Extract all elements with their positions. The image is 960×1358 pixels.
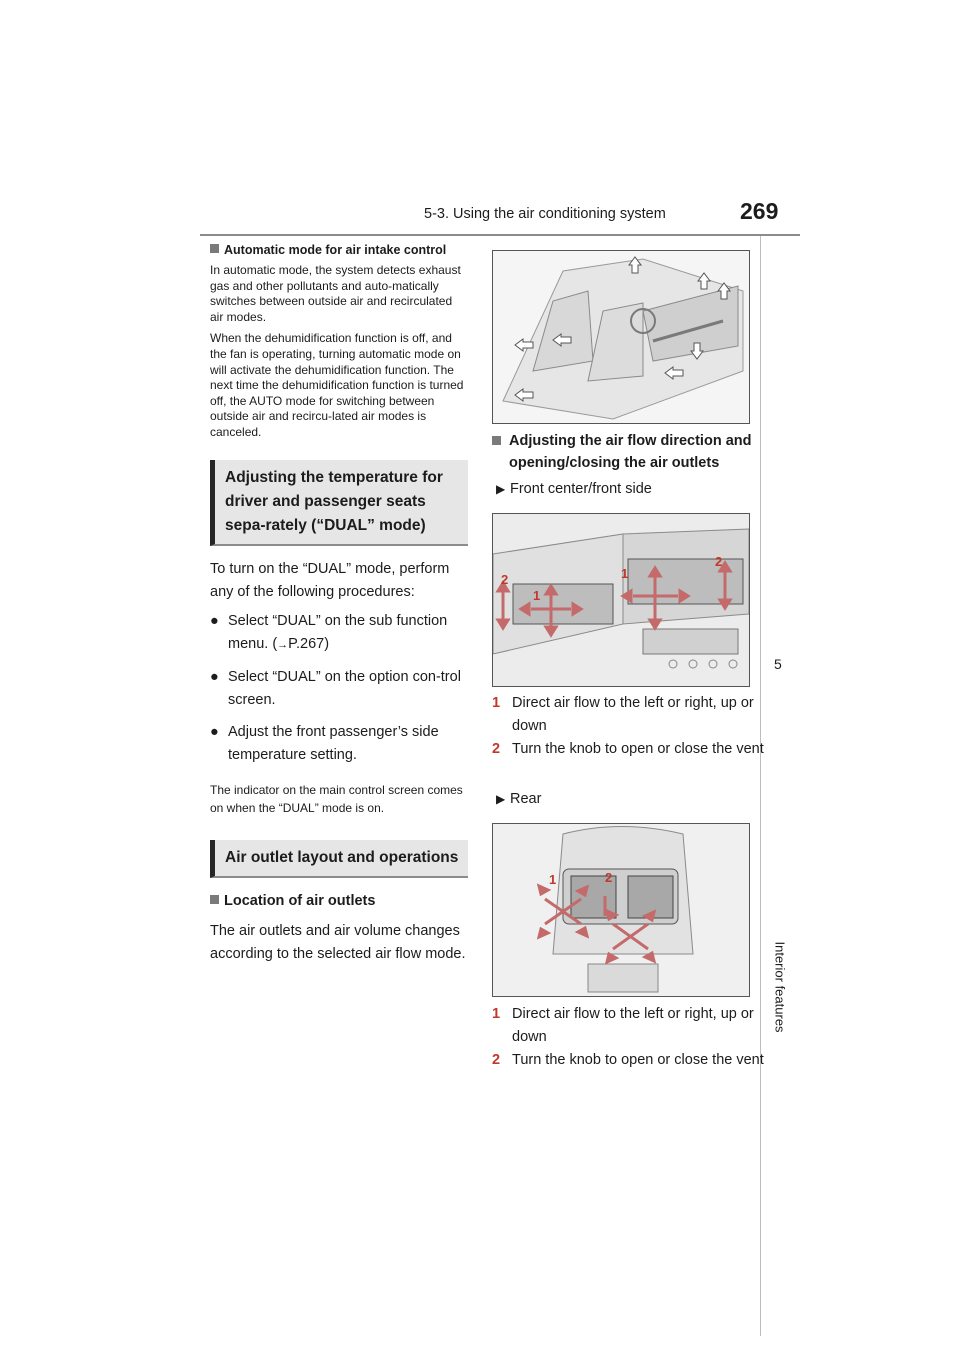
square-bullet-icon — [210, 244, 219, 253]
chapter-title: Interior features — [772, 941, 788, 1033]
section-title: 5-3. Using the air conditioning system — [424, 206, 666, 222]
auto-mode-paragraph-2: When the dehumidification function is off, and the fan is operating, turning automatic mode on will activate the dehumidification function. The next time the dehumidification function is turned off, the AUTO mode for switching between outside air and recircu-lated air modes is canceled. — [210, 331, 464, 439]
header-divider — [200, 234, 800, 236]
rear-step-2: 2 Turn the knob to open or close the vent — [492, 1052, 764, 1068]
fig-label: 1 — [533, 588, 541, 603]
location-text: The air outlets and air volume changes according to the selected air flow mode. — [210, 922, 466, 962]
square-bullet-icon — [492, 436, 501, 445]
triangle-bullet-icon: ▶ — [496, 792, 506, 806]
location-heading: Location of air outlets — [210, 890, 468, 912]
dual-intro: To turn on the “DUAL” mode, perform any of the following procedures: — [210, 560, 450, 600]
rear-vents-illustration — [492, 823, 750, 997]
left-column — [210, 243, 468, 966]
page-ref-arrow-icon: → — [277, 638, 289, 651]
fig-label: 1 — [549, 872, 557, 887]
front-step-1: 1 Direct air flow to the left or right, up or down — [492, 695, 754, 734]
front-label: ▶ Front center/front side — [496, 478, 652, 501]
square-bullet-icon — [210, 895, 219, 904]
rear-step-1: 1 Direct air flow to the left or right, up or down — [492, 1006, 754, 1045]
fig-label: 2 — [605, 870, 613, 885]
adjust-heading: Adjusting the air flow direction and opening/closing the air outlets — [492, 430, 754, 474]
front-vents-drawing — [493, 514, 749, 686]
chapter-number: 5 — [774, 656, 782, 672]
bullet-dot-icon: ● — [210, 668, 219, 685]
rear-vents-drawing — [493, 824, 749, 996]
bullet-dot-icon: ● — [210, 612, 219, 629]
dual-section-heading: Adjusting the temperature for driver and passenger seats sepa-rately (“DUAL” mode) — [210, 460, 468, 546]
front-vents-illustration — [492, 513, 750, 687]
fig-label: 1 — [621, 566, 629, 581]
cabin-airflow-drawing — [493, 251, 749, 423]
dual-bullet-3: ● Adjust the front passenger’s side temperature setting. — [210, 721, 468, 767]
page-number: 269 — [740, 198, 779, 224]
dual-bullet-1: ● Select “DUAL” on the sub function menu. (→P.267) — [210, 610, 468, 657]
cabin-airflow-illustration — [492, 250, 750, 424]
dual-note: The indicator on the main control screen comes on when the “DUAL” mode is on. — [210, 782, 463, 815]
triangle-bullet-icon: ▶ — [496, 482, 506, 496]
rear-label: ▶ Rear — [496, 788, 541, 811]
fig-label: 2 — [501, 572, 509, 587]
front-step-2: 2 Turn the knob to open or close the vent — [492, 741, 764, 757]
auto-mode-heading: Automatic mode for air intake control — [210, 243, 468, 257]
chapter-tab — [760, 236, 800, 1336]
tab-divider — [760, 236, 761, 1336]
auto-mode-paragraph-1: In automatic mode, the system detects exhaust gas and other pollutants and auto-matically switches between outside air and recirculated air modes. — [210, 263, 461, 324]
bullet-dot-icon: ● — [210, 723, 219, 740]
page-ref-link[interactable]: P.267) — [288, 635, 330, 652]
fig-label: 2 — [715, 554, 723, 569]
dual-bullet-2: ● Select “DUAL” on the option con-trol screen. — [210, 666, 468, 712]
outlet-section-heading: Air outlet layout and operations — [210, 840, 468, 878]
